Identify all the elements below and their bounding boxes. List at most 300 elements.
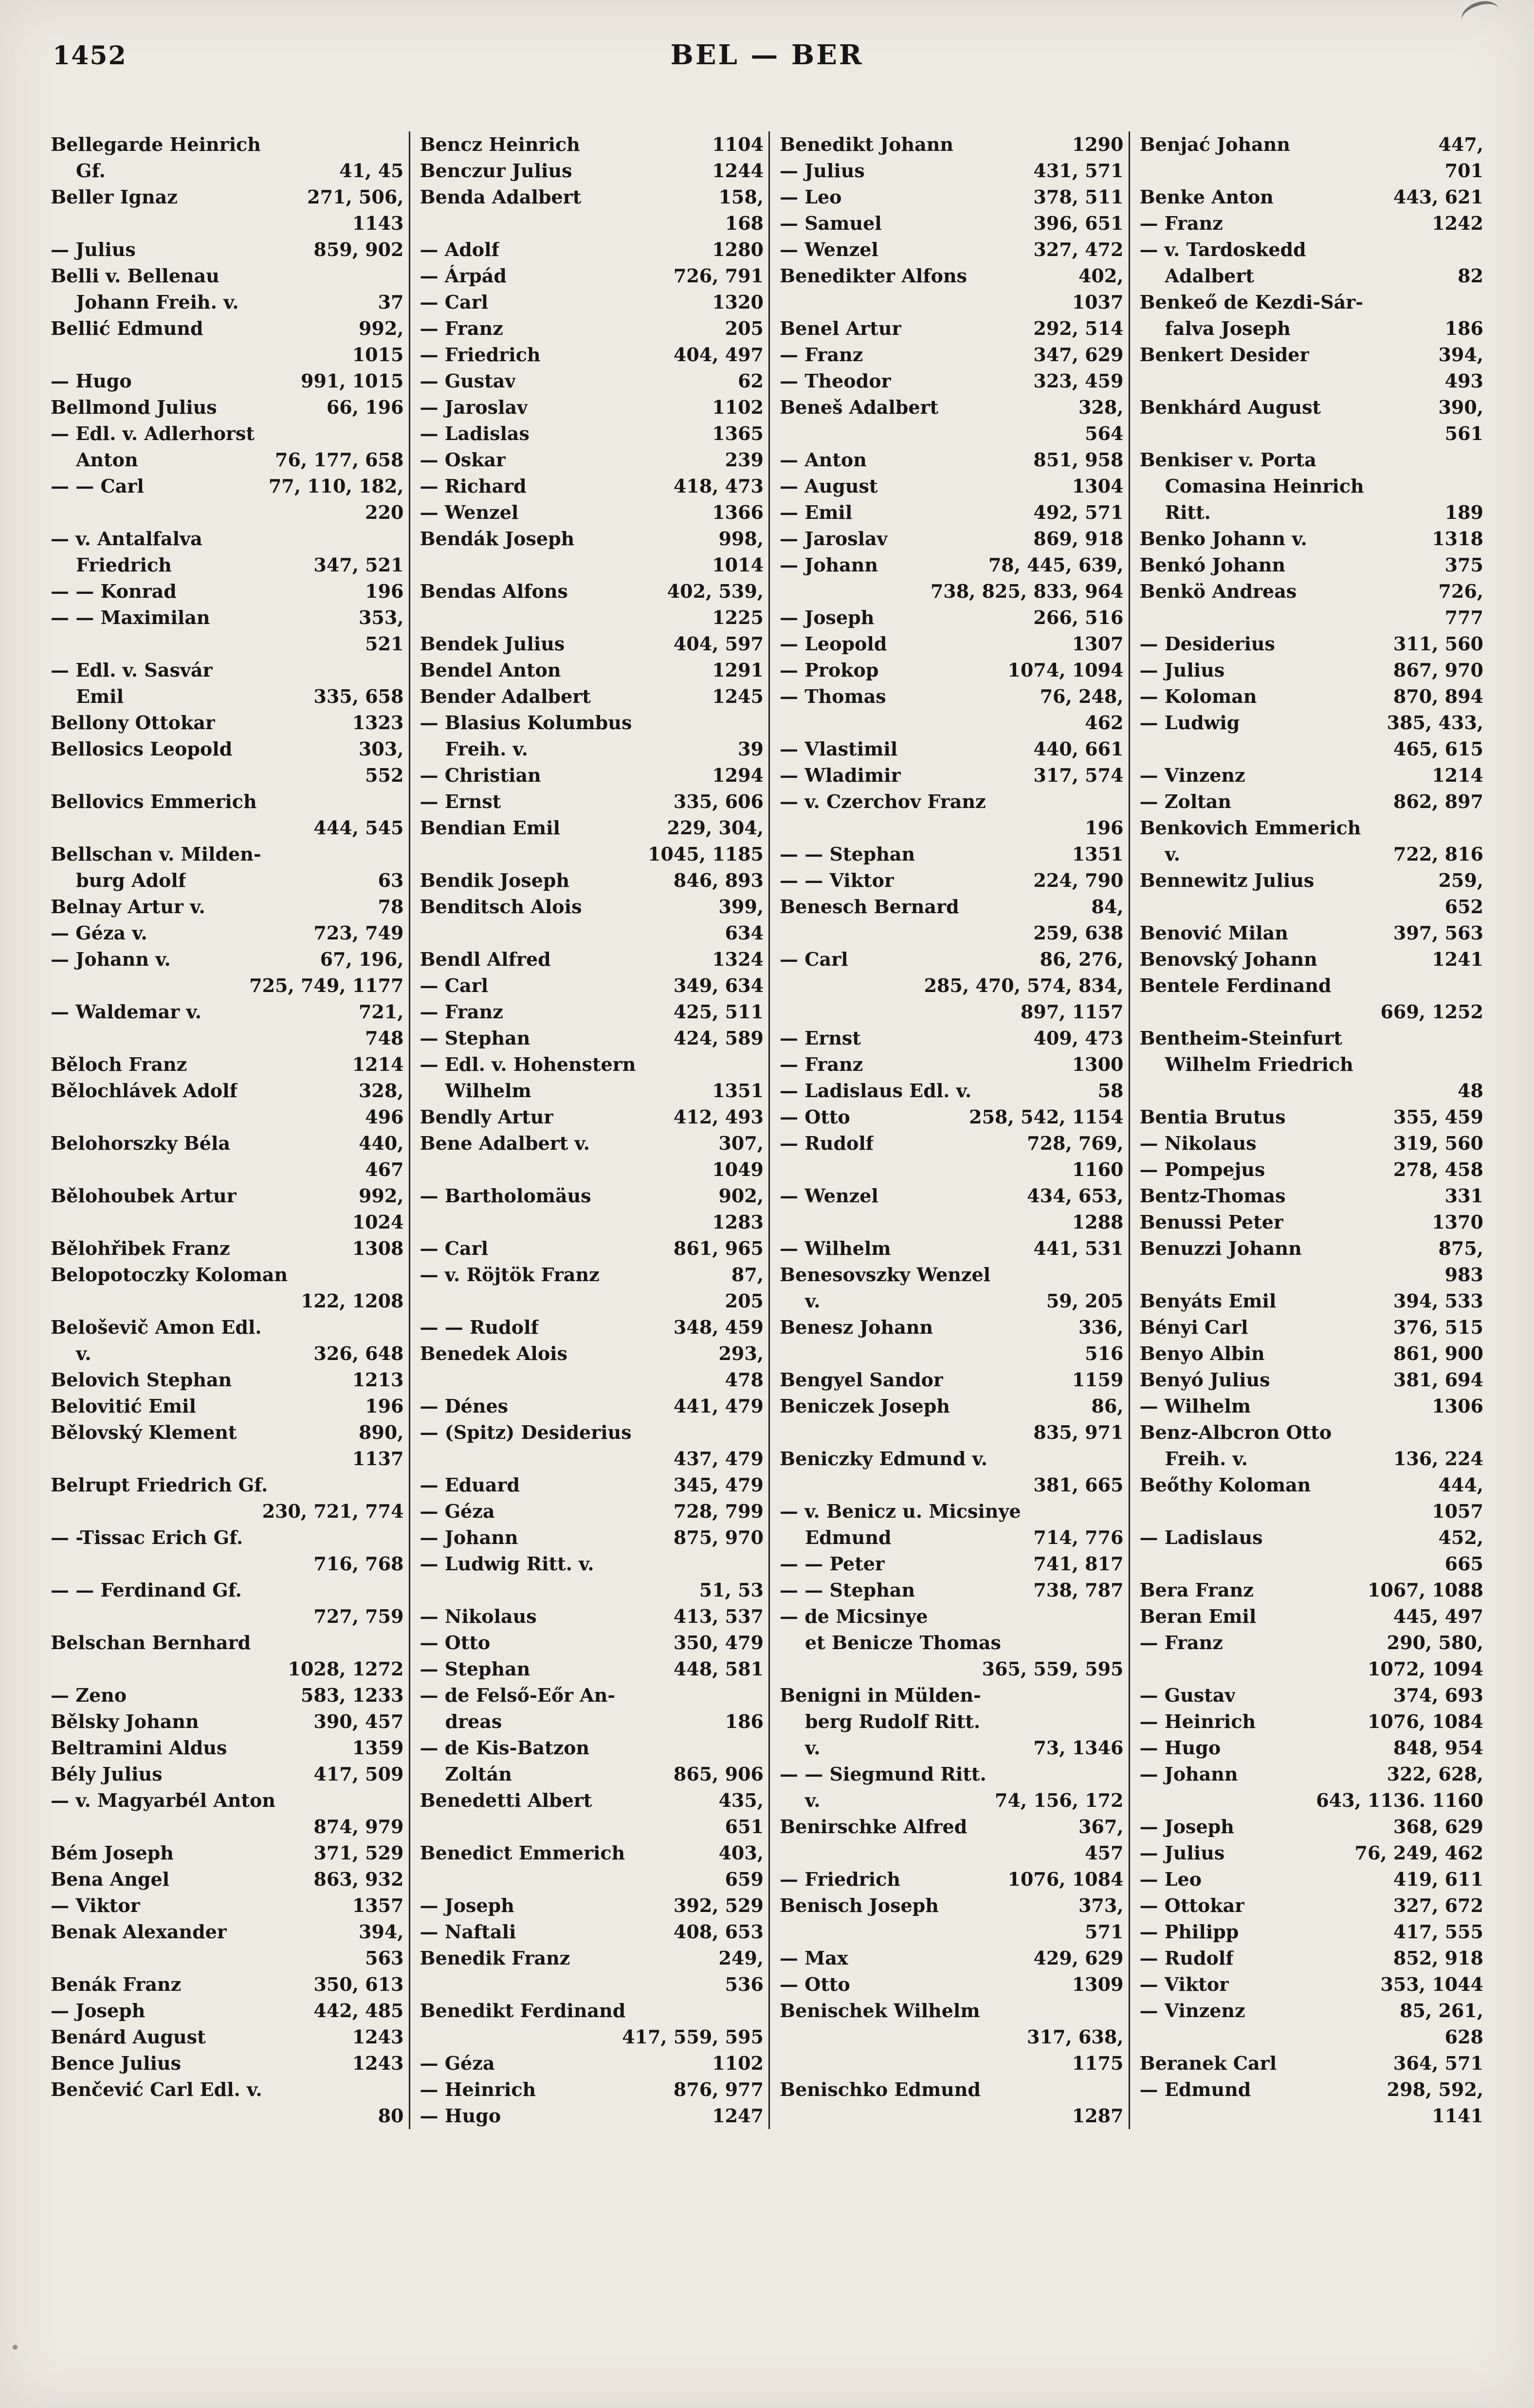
entry-pages: 741, 817 bbox=[1033, 1553, 1124, 1575]
index-line bbox=[1140, 289, 1484, 315]
index-line bbox=[780, 1235, 1124, 1262]
index-line bbox=[420, 1104, 764, 1130]
entry-pages: 1243 bbox=[352, 2052, 404, 2074]
entry-pages: 852, 918 bbox=[1393, 1947, 1483, 1969]
entry-name: — Gustav bbox=[1139, 1684, 1236, 1706]
index-line bbox=[420, 657, 764, 683]
entry-name: Bellschan v. Milden- bbox=[51, 843, 261, 865]
entry-pages: 196 bbox=[1085, 817, 1124, 839]
entry-pages: 492, 571 bbox=[1033, 501, 1124, 523]
entry-pages: 328, bbox=[358, 1080, 404, 1102]
entry-name: — Naftali bbox=[420, 1921, 516, 1943]
entry-name: — Julius bbox=[1139, 1842, 1225, 1864]
index-line bbox=[420, 526, 764, 552]
entry-name: burg Adolf bbox=[76, 869, 186, 891]
index-line bbox=[420, 894, 764, 920]
index-line bbox=[780, 894, 1124, 920]
entry-pages: 1359 bbox=[352, 1737, 404, 1759]
index-line bbox=[1140, 2103, 1484, 2129]
entry-pages: 196 bbox=[365, 580, 404, 602]
entry-name: — Otto bbox=[780, 1973, 850, 1995]
entry-pages: 1318 bbox=[1432, 528, 1483, 550]
entry-pages: 1137 bbox=[352, 1448, 404, 1470]
entry-name: Benedetti Albert bbox=[420, 1789, 592, 1811]
entry-name: Bentia Brutus bbox=[1139, 1106, 1286, 1128]
entry-name: — — Konrad bbox=[51, 580, 177, 602]
entry-pages: 1015 bbox=[352, 344, 404, 366]
entry-name: — Carl bbox=[420, 974, 489, 996]
entry-name: — Wenzel bbox=[420, 501, 519, 523]
index-line bbox=[1140, 499, 1484, 526]
entry-name: — Gustav bbox=[420, 370, 516, 392]
index-line bbox=[51, 289, 404, 315]
index-line bbox=[51, 1262, 404, 1288]
index-line bbox=[1140, 1472, 1484, 1498]
entry-pages: 331 bbox=[1444, 1185, 1483, 1207]
entry-name: Bényi Carl bbox=[1139, 1316, 1248, 1338]
entry-name: — Heinrich bbox=[420, 2078, 536, 2100]
entry-name: Bencz Heinrich bbox=[420, 133, 580, 155]
entry-name: Běloch Franz bbox=[51, 1053, 187, 1075]
index-line bbox=[51, 394, 404, 421]
entry-pages: 1175 bbox=[1072, 2052, 1124, 2074]
entry-name: — Wladimir bbox=[780, 764, 901, 786]
index-line bbox=[780, 841, 1124, 867]
index-line bbox=[1140, 1262, 1484, 1288]
index-line bbox=[780, 421, 1124, 447]
index-line bbox=[1140, 605, 1484, 631]
index-line bbox=[780, 1393, 1124, 1419]
entry-pages: 665 bbox=[1444, 1553, 1483, 1575]
index-line bbox=[420, 631, 764, 657]
entry-pages: 381, 694 bbox=[1393, 1369, 1483, 1391]
entry-name: — Zoltan bbox=[1139, 790, 1232, 812]
index-line bbox=[51, 184, 404, 210]
entry-name: Bene Adalbert v. bbox=[420, 1132, 590, 1154]
page-number: 1452 bbox=[53, 41, 127, 71]
entry-name: falva Joseph bbox=[1165, 317, 1291, 339]
entry-pages: 1225 bbox=[712, 607, 764, 628]
entry-pages: 701 bbox=[1444, 160, 1483, 182]
entry-name: Bély Julius bbox=[51, 1763, 163, 1785]
entry-name: — Wenzel bbox=[780, 239, 878, 260]
entry-name: Anton bbox=[76, 449, 138, 471]
entry-name: Wilhelm bbox=[445, 1080, 531, 1102]
index-line bbox=[1140, 1709, 1484, 1735]
entry-name: Bengyel Sandor bbox=[780, 1369, 944, 1391]
entry-pages: 350, 479 bbox=[673, 1632, 764, 1654]
index-line bbox=[420, 578, 764, 605]
entry-pages: 669, 1252 bbox=[1380, 1001, 1483, 1023]
entry-pages: 846, 893 bbox=[673, 869, 764, 891]
entry-name: — Ottokar bbox=[1139, 1894, 1245, 1916]
index-line bbox=[780, 605, 1124, 631]
index-line bbox=[51, 1446, 404, 1472]
entry-pages: 521 bbox=[365, 633, 404, 655]
entry-pages: 58 bbox=[1097, 1080, 1124, 1102]
index-line bbox=[780, 1025, 1124, 1051]
entry-name: Benyó Julius bbox=[1139, 1369, 1270, 1391]
entry-name: — — Peter bbox=[780, 1553, 885, 1575]
entry-pages: 417, 509 bbox=[313, 1763, 404, 1785]
index-line bbox=[1140, 1183, 1484, 1209]
index-line bbox=[420, 1288, 764, 1314]
entry-name: Bělochlávek Adolf bbox=[51, 1080, 237, 1102]
entry-name: — Árpád bbox=[420, 265, 507, 287]
entry-name: Bendák Joseph bbox=[420, 528, 575, 550]
index-line bbox=[780, 999, 1124, 1025]
entry-name: Bentheim-Steinfurt bbox=[1139, 1027, 1342, 1049]
index-line bbox=[780, 1840, 1124, 1866]
entry-pages: 726, bbox=[1438, 580, 1483, 602]
index-line bbox=[780, 184, 1124, 210]
index-line bbox=[420, 1446, 764, 1472]
index-line bbox=[51, 1787, 404, 1814]
entry-name: Benyo Albin bbox=[1139, 1342, 1265, 1364]
entry-name: — de Kis-Batzon bbox=[420, 1737, 590, 1759]
entry-name: — Ernst bbox=[420, 790, 501, 812]
entry-name: — Pompejus bbox=[1139, 1158, 1265, 1180]
index-line bbox=[780, 1630, 1124, 1656]
entry-pages: 73, 1346 bbox=[1033, 1737, 1124, 1759]
index-line bbox=[1140, 973, 1484, 999]
index-line bbox=[420, 2050, 764, 2077]
entry-pages: 322, 628, bbox=[1387, 1763, 1483, 1785]
entry-name: v. bbox=[805, 1789, 821, 1811]
entry-pages: 516 bbox=[1085, 1342, 1124, 1364]
index-line bbox=[780, 973, 1124, 999]
entry-name: — v. Magyarbél Anton bbox=[51, 1789, 275, 1811]
entry-pages: 437, 479 bbox=[673, 1448, 764, 1470]
entry-name: — Vinzenz bbox=[1139, 2000, 1245, 2022]
entry-pages: 76, 249, 462 bbox=[1354, 1842, 1483, 1864]
index-line bbox=[780, 263, 1124, 289]
entry-name: — Leo bbox=[780, 186, 842, 208]
entry-pages: 404, 597 bbox=[673, 633, 764, 655]
index-line bbox=[51, 1893, 404, 1919]
entry-name: — Thomas bbox=[780, 685, 886, 707]
entry-name: Beniczky Edmund v. bbox=[780, 1448, 987, 1470]
entry-pages: 189 bbox=[1444, 501, 1483, 523]
entry-name: Beőthy Koloman bbox=[1139, 1474, 1311, 1496]
entry-name: dreas bbox=[445, 1710, 502, 1732]
entry-name: Wilhelm Friedrich bbox=[1165, 1053, 1353, 1075]
index-line bbox=[1140, 1998, 1484, 2024]
entry-pages: 723, 749 bbox=[313, 922, 404, 944]
entry-name: — Johann v. bbox=[51, 948, 171, 970]
entry-pages: 293, bbox=[718, 1342, 764, 1364]
index-line bbox=[780, 1051, 1124, 1078]
entry-name: — Carl bbox=[420, 1237, 489, 1259]
entry-name: — Franz bbox=[1139, 212, 1223, 234]
entry-pages: 1365 bbox=[712, 423, 764, 444]
entry-pages: 991, 1015 bbox=[300, 370, 404, 392]
entry-name: — Max bbox=[780, 1947, 848, 1969]
index-column-4 bbox=[1129, 131, 1489, 2129]
entry-name: Beneš Adalbert bbox=[780, 396, 939, 418]
entry-pages: 1049 bbox=[712, 1158, 764, 1180]
index-line bbox=[51, 920, 404, 946]
page-title: BEL — BER bbox=[670, 39, 864, 71]
entry-pages: 63 bbox=[378, 869, 404, 891]
index-line bbox=[780, 631, 1124, 657]
entry-name: Benkert Desider bbox=[1139, 344, 1310, 366]
index-line bbox=[780, 1157, 1124, 1183]
entry-pages: 1245 bbox=[712, 685, 764, 707]
entry-name: — v. Röjtök Franz bbox=[420, 1264, 600, 1286]
entry-name: Benák Franz bbox=[51, 1973, 182, 1995]
scan-artifact bbox=[13, 2345, 18, 2350]
entry-pages: 376, 515 bbox=[1393, 1316, 1483, 1338]
entry-pages: 80 bbox=[378, 2105, 404, 2127]
entry-pages: 394, bbox=[1438, 344, 1483, 366]
entry-name: — Edl. v. Sasvár bbox=[51, 659, 213, 681]
entry-pages: 1323 bbox=[352, 712, 404, 734]
entry-name: — Julius bbox=[1139, 659, 1225, 681]
entry-name: — Koloman bbox=[1139, 685, 1257, 707]
index-line bbox=[1140, 526, 1484, 552]
index-line bbox=[51, 237, 404, 263]
entry-name: — Edl. v. Hohenstern bbox=[420, 1053, 636, 1075]
index-line bbox=[1140, 1787, 1484, 1814]
index-line bbox=[1140, 1157, 1484, 1183]
index-line bbox=[1140, 1419, 1484, 1446]
entry-pages: 443, 621 bbox=[1393, 186, 1483, 208]
entry-name: — Julius bbox=[780, 160, 865, 182]
entry-pages: 726, 791 bbox=[673, 265, 764, 287]
entry-name: — Stephan bbox=[420, 1027, 530, 1049]
index-line bbox=[1140, 1682, 1484, 1709]
entry-name: Benárd August bbox=[51, 2026, 206, 2048]
entry-name: v. bbox=[76, 1342, 91, 1364]
entry-pages: 399, bbox=[718, 896, 764, 918]
entry-name: Bělohřibek Franz bbox=[51, 1237, 230, 1259]
entry-name: et Benicze Thomas bbox=[805, 1632, 1001, 1654]
entry-pages: 347, 521 bbox=[313, 554, 404, 576]
index-line bbox=[780, 342, 1124, 368]
entry-name: v. bbox=[805, 1737, 821, 1759]
index-line bbox=[51, 1393, 404, 1419]
entry-pages: 851, 958 bbox=[1033, 449, 1124, 471]
entry-pages: 76, 177, 658 bbox=[275, 449, 404, 471]
entry-pages: 51, 53 bbox=[699, 1579, 764, 1601]
entry-pages: 861, 965 bbox=[673, 1237, 764, 1259]
entry-name: Benel Artur bbox=[780, 317, 902, 339]
index-line bbox=[51, 1971, 404, 1998]
index-line bbox=[1140, 1840, 1484, 1866]
entry-name: Bělsky Johann bbox=[51, 1710, 199, 1732]
entry-pages: 1028, 1272 bbox=[288, 1658, 404, 1680]
entry-pages: 419, 611 bbox=[1393, 1868, 1483, 1890]
entry-pages: 1291 bbox=[712, 659, 764, 681]
index-line bbox=[420, 815, 764, 841]
entry-pages: 1243 bbox=[352, 2026, 404, 2048]
index-line bbox=[51, 973, 404, 999]
index-line bbox=[51, 1630, 404, 1656]
entry-pages: 563 bbox=[365, 1947, 404, 1969]
index-line bbox=[51, 1235, 404, 1262]
index-line bbox=[420, 1183, 764, 1209]
entry-name: Friedrich bbox=[76, 554, 172, 576]
index-line bbox=[420, 789, 764, 815]
entry-name: — — Ferdinand Gf. bbox=[51, 1579, 242, 1601]
entry-pages: 385, 433, bbox=[1387, 712, 1483, 734]
entry-name: Bena Angel bbox=[51, 1868, 170, 1890]
entry-pages: 229, 304, bbox=[667, 817, 764, 839]
entry-name: — v. Czerchov Franz bbox=[780, 790, 986, 812]
index-line bbox=[780, 1866, 1124, 1893]
index-line bbox=[780, 578, 1124, 605]
index-line bbox=[420, 920, 764, 946]
index-line bbox=[780, 526, 1124, 552]
index-line bbox=[1140, 1866, 1484, 1893]
entry-name: Beniczek Joseph bbox=[780, 1395, 950, 1417]
entry-pages: 870, 894 bbox=[1393, 685, 1483, 707]
index-line bbox=[420, 1235, 764, 1262]
index-line bbox=[780, 1893, 1124, 1919]
index-line bbox=[1140, 394, 1484, 421]
index-line bbox=[1140, 894, 1484, 920]
index-line bbox=[51, 605, 404, 631]
entry-pages: 78, 445, 639, bbox=[988, 554, 1124, 576]
entry-name: Benčević Carl Edl. v. bbox=[51, 2078, 262, 2100]
index-line bbox=[1140, 1025, 1484, 1051]
entry-name: Bellić Edmund bbox=[51, 317, 203, 339]
entry-pages: 1045, 1185 bbox=[648, 843, 764, 865]
entry-name: — Desiderius bbox=[1139, 633, 1275, 655]
index-line bbox=[420, 1157, 764, 1183]
index-line bbox=[1140, 1971, 1484, 1998]
entry-pages: 1160 bbox=[1072, 1158, 1124, 1180]
index-line bbox=[51, 1078, 404, 1104]
entry-pages: 728, 799 bbox=[673, 1500, 764, 1522]
entry-name: Bera Franz bbox=[1139, 1579, 1254, 1601]
entry-pages: 462 bbox=[1085, 712, 1124, 734]
index-line bbox=[420, 762, 764, 789]
entry-pages: 239 bbox=[725, 449, 764, 471]
index-line bbox=[1140, 158, 1484, 184]
index-line bbox=[51, 1367, 404, 1393]
entry-name: — Ladislas bbox=[420, 423, 530, 444]
index-line bbox=[51, 1998, 404, 2024]
entry-pages: 59, 205 bbox=[1046, 1290, 1124, 1312]
entry-name: Belopotoczky Koloman bbox=[51, 1264, 288, 1286]
entry-pages: 424, 589 bbox=[673, 1027, 764, 1049]
entry-name: Bendl Alfred bbox=[420, 948, 551, 970]
index-line bbox=[780, 1761, 1124, 1787]
index-line bbox=[780, 1314, 1124, 1341]
index-line bbox=[420, 1630, 764, 1656]
entry-pages: 259, 638 bbox=[1033, 922, 1124, 944]
entry-name: — — Viktor bbox=[780, 869, 894, 891]
index-line bbox=[51, 2050, 404, 2077]
index-line bbox=[780, 2050, 1124, 2077]
entry-name: — Dénes bbox=[420, 1395, 509, 1417]
index-line bbox=[420, 2024, 764, 2050]
index-line bbox=[1140, 552, 1484, 578]
entry-pages: 1357 bbox=[352, 1894, 404, 1916]
index-line bbox=[780, 789, 1124, 815]
entry-pages: 1214 bbox=[1432, 764, 1483, 786]
entry-pages: 290, 580, bbox=[1387, 1632, 1483, 1654]
index-line bbox=[420, 1314, 764, 1341]
entry-name: — Prokop bbox=[780, 659, 879, 681]
index-line bbox=[51, 447, 404, 473]
entry-pages: 224, 790 bbox=[1033, 869, 1124, 891]
entry-name: Ritt. bbox=[1165, 501, 1211, 523]
index-line bbox=[1140, 710, 1484, 736]
entry-name: Benjać Johann bbox=[1139, 133, 1290, 155]
index-line bbox=[51, 1051, 404, 1078]
entry-pages: 478 bbox=[725, 1369, 764, 1391]
entry-name: Gf. bbox=[76, 160, 106, 182]
entry-pages: 1159 bbox=[1072, 1369, 1124, 1391]
entry-name: — Géza bbox=[420, 1500, 495, 1522]
entry-pages: 1057 bbox=[1432, 1500, 1483, 1522]
entry-pages: 350, 613 bbox=[313, 1973, 404, 1995]
index-line bbox=[51, 2077, 404, 2103]
entry-name: Benkiser v. Porta bbox=[1139, 449, 1316, 471]
index-line bbox=[51, 1603, 404, 1630]
entry-pages: 87, bbox=[731, 1264, 764, 1286]
index-line bbox=[780, 394, 1124, 421]
entry-name: Benischek Wilhelm bbox=[780, 2000, 980, 2022]
entry-pages: 381, 665 bbox=[1033, 1474, 1124, 1496]
index-line bbox=[1140, 1630, 1484, 1656]
entry-name: — Ludwig Ritt. v. bbox=[420, 1553, 594, 1575]
entry-pages: 365, 559, 595 bbox=[982, 1658, 1124, 1680]
entry-name: Benisch Joseph bbox=[780, 1894, 939, 1916]
entry-pages: 186 bbox=[725, 1710, 764, 1732]
index-line bbox=[51, 631, 404, 657]
entry-pages: 445, 497 bbox=[1393, 1605, 1483, 1627]
index-line bbox=[51, 1314, 404, 1341]
index-line bbox=[780, 1078, 1124, 1104]
entry-pages: 728, 769, bbox=[1027, 1132, 1124, 1154]
index-line bbox=[1140, 1603, 1484, 1630]
entry-pages: 444, bbox=[1438, 1474, 1483, 1496]
entry-name: Benedikt Johann bbox=[780, 133, 954, 155]
entry-pages: 409, 473 bbox=[1033, 1027, 1124, 1049]
entry-pages: 875, bbox=[1438, 1237, 1483, 1259]
entry-name: — — Stephan bbox=[780, 1579, 915, 1601]
entry-name: — Emil bbox=[780, 501, 853, 523]
index-line bbox=[51, 1551, 404, 1577]
entry-name: Benkovich Emmerich bbox=[1139, 817, 1361, 839]
index-line bbox=[780, 1130, 1124, 1157]
index-line bbox=[780, 237, 1124, 263]
entry-pages: 1244 bbox=[712, 160, 764, 182]
entry-pages: 1304 bbox=[1072, 475, 1124, 497]
entry-pages: 1213 bbox=[352, 1369, 404, 1391]
entry-pages: 86, bbox=[1091, 1395, 1124, 1417]
entry-pages: 158, bbox=[718, 186, 764, 208]
entry-pages: 561 bbox=[1444, 423, 1483, 444]
entry-pages: 1294 bbox=[712, 764, 764, 786]
entry-name: — Oskar bbox=[420, 449, 506, 471]
entry-pages: 727, 759 bbox=[313, 1605, 404, 1627]
entry-name: — Hugo bbox=[51, 370, 132, 392]
entry-pages: 317, 638, bbox=[1027, 2026, 1124, 2048]
entry-pages: 303, bbox=[358, 738, 404, 760]
entry-pages: 413, 537 bbox=[673, 1605, 764, 1627]
entry-name: — Viktor bbox=[1139, 1973, 1229, 1995]
entry-name: — Leopold bbox=[780, 633, 887, 655]
entry-pages: 364, 571 bbox=[1393, 2052, 1483, 2074]
index-line bbox=[51, 815, 404, 841]
entry-name: Benda Adalbert bbox=[420, 186, 582, 208]
index-line bbox=[420, 394, 764, 421]
